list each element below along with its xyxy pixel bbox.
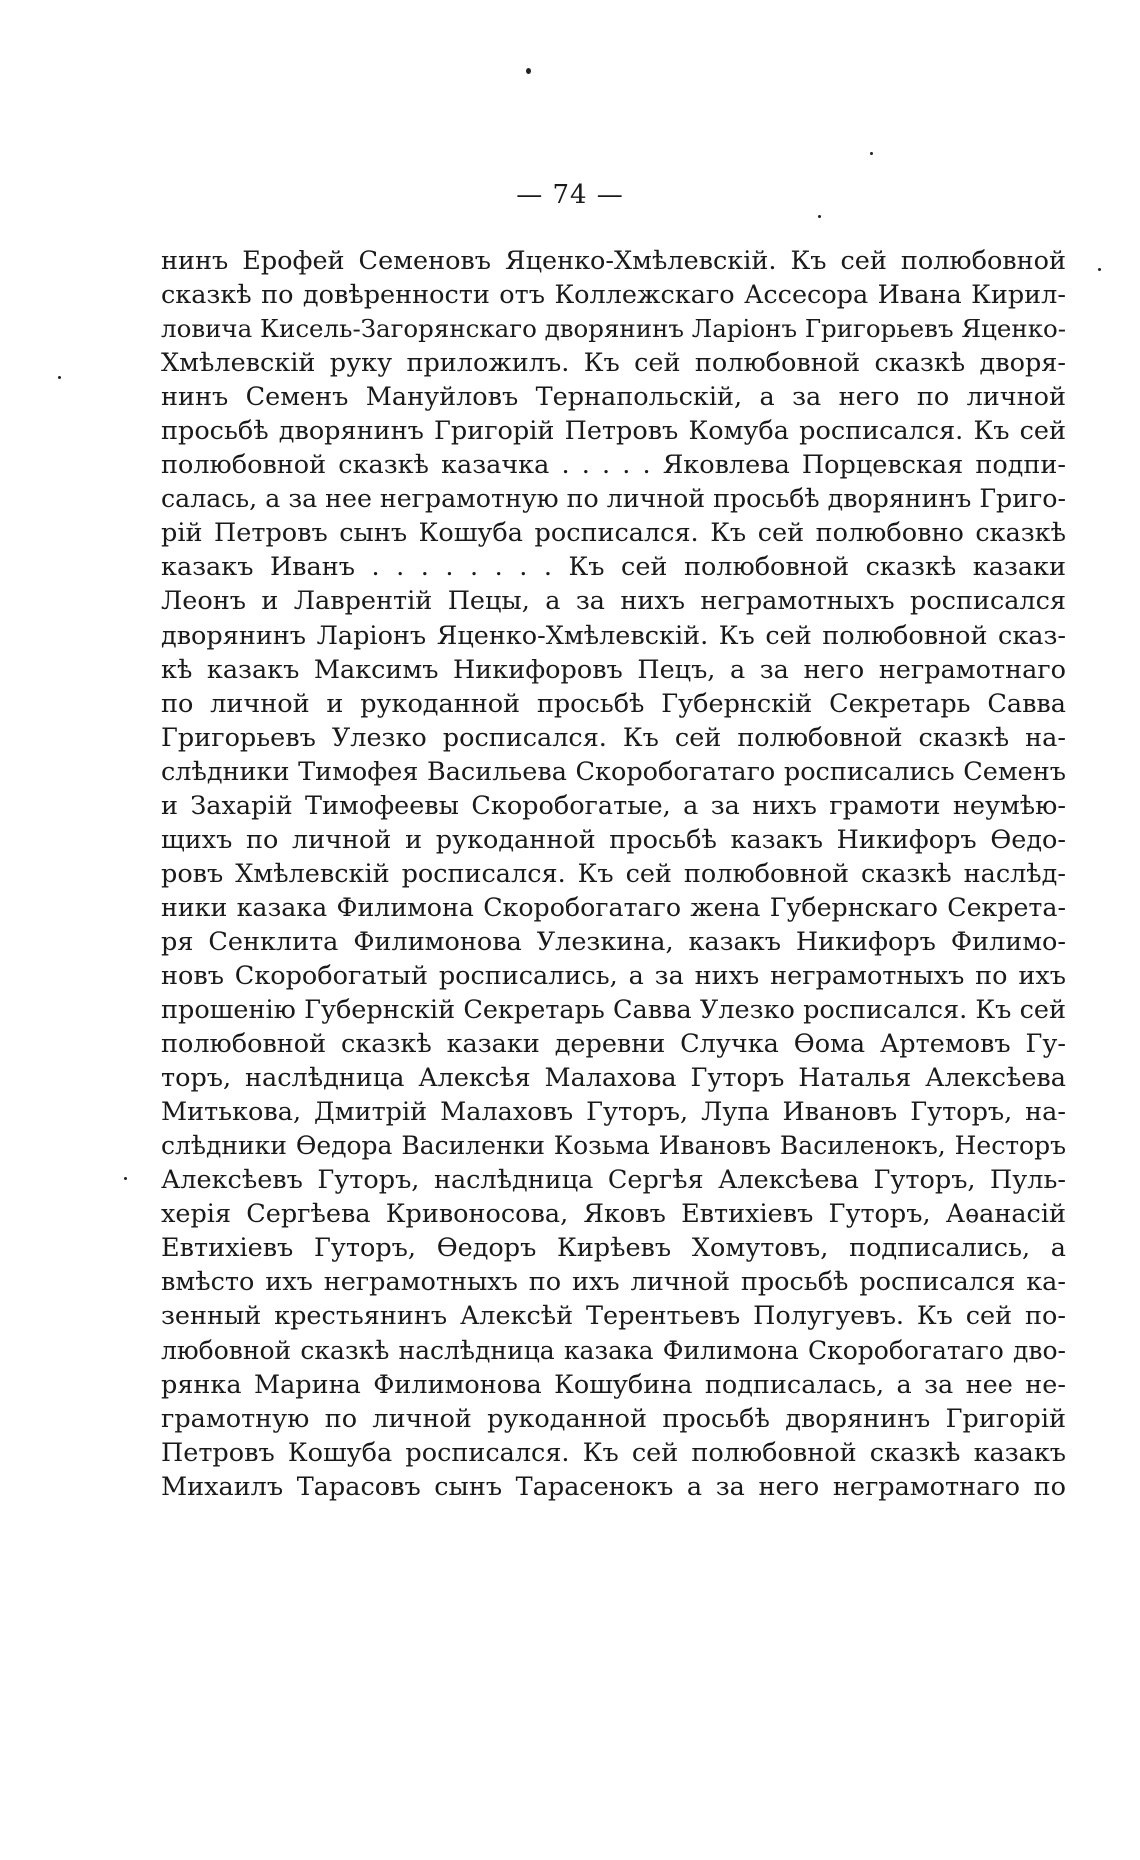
text-line: казакъ Иванъ . . . . . . . . Къ сей полюбовной сказкѣ казаки — [161, 552, 1066, 583]
text-line: вмѣсто ихъ неграмотныхъ по ихъ личной просьбѣ росписался ка- — [161, 1267, 1066, 1298]
text-line: и Захарій Тимофеевы Скоробогатые, а за нихъ грамоти неумѣю- — [161, 790, 1066, 821]
text-line: любовной сказкѣ наслѣдница казака Филимона Скоробогатаго дво- — [161, 1335, 1066, 1365]
text-line: сказкѣ по довѣренности отъ Коллежскаго Ассесора Ивана Кирил- — [161, 280, 1066, 311]
scan-speck — [818, 215, 821, 218]
text-line: ники казака Филимона Скоробогатаго жена Губернскаго Секрета- — [161, 892, 1066, 922]
text-line: дворянинъ Ларіонъ Яценко-Хмѣлевскій. Къ сей полюбовной сказ- — [161, 620, 1066, 651]
text-line: Алексѣевъ Гуторъ, наслѣдница Сергѣя Алексѣева Гуторъ, Пуль- — [161, 1165, 1066, 1196]
text-line: ровъ Хмѣлевскій росписался. Къ сей полюбовной сказкѣ наслѣд- — [161, 858, 1066, 889]
text-line: Петровъ Кошуба росписался. Къ сей полюбовной сказкѣ казакъ — [161, 1437, 1066, 1468]
text-line: полюбовной сказкѣ казачка . . . . . Яковлева Порцевская подпи- — [161, 450, 1066, 481]
page-number: — 74 — — [516, 180, 624, 210]
text-line: Митькова, Дмитрій Малаховъ Гуторъ, Лупа Ивановъ Гуторъ, на- — [161, 1097, 1066, 1128]
scan-speck — [870, 152, 873, 155]
body-text — [161, 244, 1066, 1504]
text-line: нинъ Ерофей Семеновъ Яценко-Хмѣлевскій. Къ сей полюбовной — [161, 246, 1066, 276]
text-line: ловича Кисель-Загорянскаго дворянинъ Ларіонъ Григорьевъ Яценко- — [161, 314, 1066, 344]
text-line: щихъ по личной и рукоданной просьбѣ казакъ Никифоръ Ѳедо- — [161, 824, 1066, 855]
text-line: слѣдники Ѳедора Василенки Козьма Ивановъ Василенокъ, Несторъ — [161, 1131, 1066, 1161]
text-line: прошенію Губернскій Секретарь Савва Улезко росписался. Къ сей — [161, 995, 1066, 1026]
scan-speck — [1098, 268, 1101, 271]
text-line: просьбѣ дворянинъ Григорій Петровъ Комуба росписался. Къ сей — [161, 416, 1066, 447]
text-line: торъ, наслѣдница Алексѣя Малахова Гуторъ Наталья Алексѣева — [161, 1063, 1066, 1094]
text-line: Михаилъ Тарасовъ сынъ Тарасенокъ а за него неграмотнаго по — [161, 1471, 1066, 1502]
text-line: новъ Скоробогатый росписались, а за нихъ неграмотныхъ по ихъ — [161, 960, 1066, 991]
text-line: слѣдники Тимофея Васильева Скоробогатаго росписались Семенъ — [161, 756, 1066, 787]
text-line: рянка Марина Филимонова Кошубина подписалась, а за нее не- — [161, 1369, 1066, 1400]
text-line: Хмѣлевскій руку приложилъ. Къ сей полюбовной сказкѣ дворя- — [161, 348, 1066, 379]
text-line: зенный крестьянинъ Алексѣй Терентьевъ Полугуевъ. Къ сей по- — [161, 1301, 1066, 1332]
text-line: херія Сергѣева Кривоносова, Яковъ Евтихіевъ Гуторъ, Аѳанасій — [161, 1199, 1066, 1230]
text-line: салась, а за нее неграмотную по личной просьбѣ дворянинъ Григо- — [161, 484, 1066, 514]
text-line: Евтихіевъ Гуторъ, Ѳедоръ Кирѣевъ Хомутовъ, подписались, а — [161, 1233, 1066, 1264]
text-line: по личной и рукоданной просьбѣ Губернскій Секретарь Савва — [161, 688, 1066, 719]
text-line: Леонъ и Лаврентій Пецы, а за нихъ неграмотныхъ росписался — [161, 586, 1066, 617]
text-line: кѣ казакъ Максимъ Никифоровъ Пецъ, а за него неграмотнаго — [161, 654, 1066, 685]
text-line: полюбовной сказкѣ казаки деревни Случка Ѳома Артемовъ Гу- — [161, 1029, 1066, 1060]
text-line: Григорьевъ Улезко росписался. Къ сей полюбовной сказкѣ на- — [161, 722, 1066, 753]
text-line: ря Сенклита Филимонова Улезкина, казакъ Никифоръ Филимо- — [161, 926, 1066, 957]
text-line: рій Петровъ сынъ Кошуба росписался. Къ сей полюбовно сказкѣ — [161, 518, 1066, 549]
scan-speck — [124, 1177, 127, 1180]
text-line: грамотную по личной рукоданной просьбѣ дворянинъ Григорій — [161, 1403, 1066, 1434]
scan-speck — [58, 376, 61, 379]
text-line: нинъ Семенъ Мануйловъ Тернапольскій, а за него по личной — [161, 382, 1066, 413]
scan-speck — [526, 68, 531, 74]
